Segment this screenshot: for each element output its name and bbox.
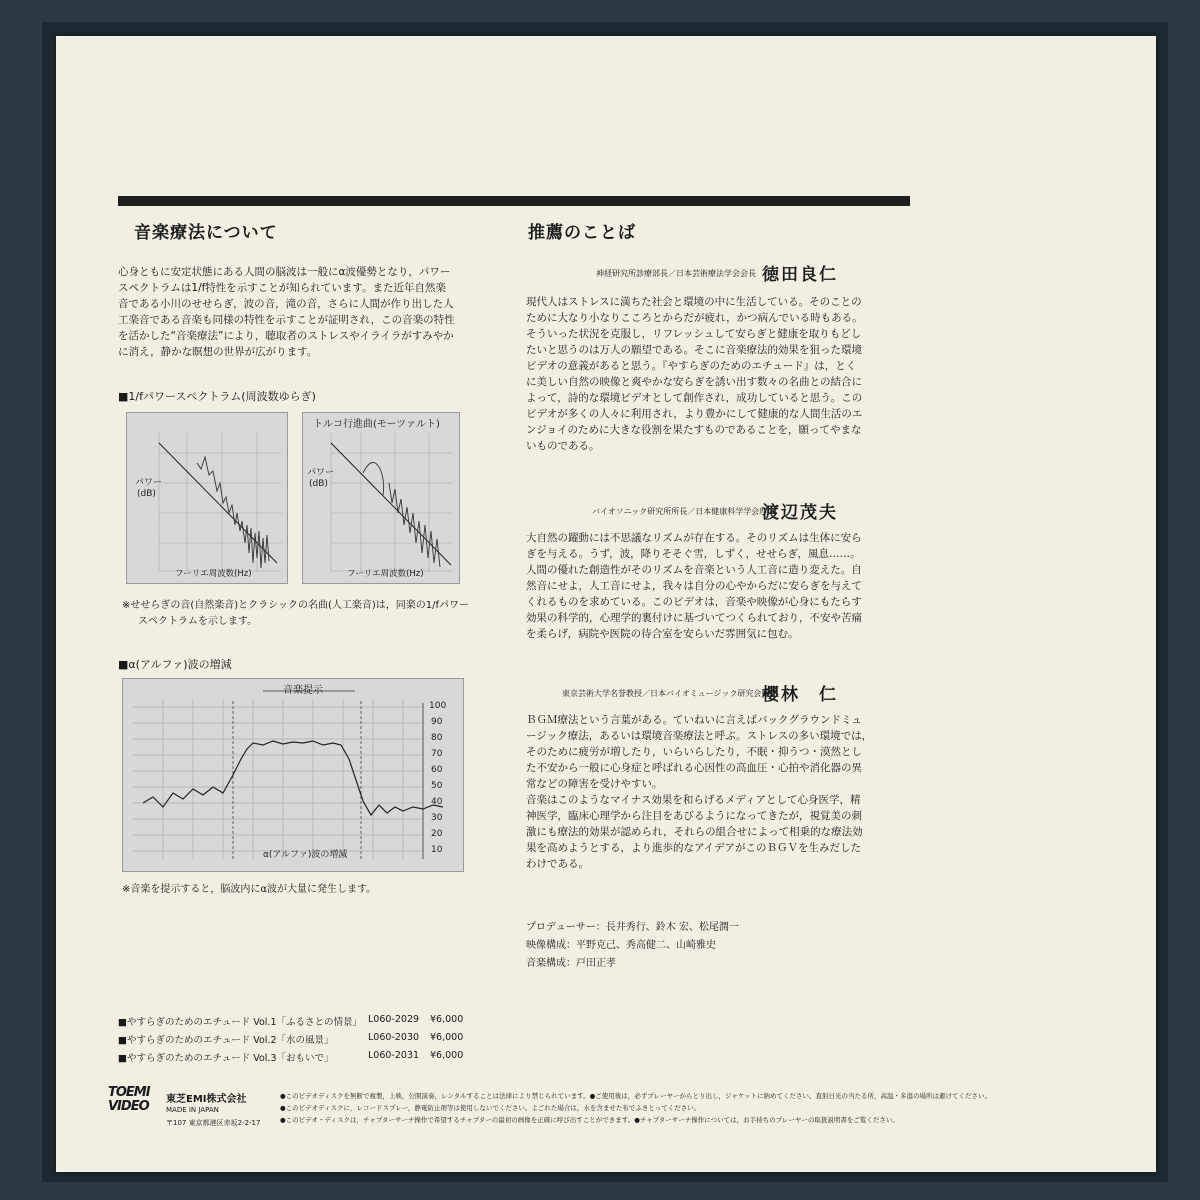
notice-line: ●このビデオ・ディスクは，チャプターサーチ操作で希望するチャプターの最初の画像を正確に呼び出すことができます。●チャプターサーチ操作については，お手持ちのプレーヤーの取扱説明書をご覧ください。 — [280, 1116, 899, 1124]
recommendation-text — [526, 294, 918, 454]
rec-line: 激にも療法的効果が認められ，それらの組合せによって相乗的な療法効 — [526, 826, 863, 838]
catalog-title: ■やすらぎのためのエチュード Vol.1「ふるさとの情景」 — [118, 1017, 362, 1028]
rec-line: よって，詩的な環境ビデオとして創作され，成功していると思う。この — [526, 392, 863, 404]
rec-line: そのために疲労が増したり，いらいらしたり，不眠・抑うつ・漠然とし — [526, 746, 862, 758]
scale-tick: 90 — [431, 717, 443, 727]
rec-line: 然音にせよ，人工音にせよ，我々は自分の心やからだに安らぎを与えて — [526, 580, 862, 592]
rec-line: 神医学，臨床心理学から注目をあびるようになってきたが，視覚美の刺 — [526, 810, 862, 822]
spectrum-graph-natural — [126, 412, 288, 584]
rec-line: 音楽はこのようなマイナス効果を和らげるメディアとして心身医学，精 — [526, 794, 861, 806]
catalog-price: ¥6,000 — [430, 1050, 464, 1061]
recommender-name: 渡辺茂夫 — [762, 503, 838, 523]
rec-line: ために大なり小なりこころとからだが疲れ，かつ病んでいる時もある。 — [526, 312, 863, 324]
spectrum-section-label: ■1/fパワースペクトラム(周波数ゆらぎ) — [118, 390, 316, 403]
rec-line: 常などの障害を受けやすい。 — [526, 778, 663, 790]
scale-tick: 80 — [431, 733, 443, 743]
made-in-japan: MADE IN JAPAN — [166, 1106, 219, 1114]
rec-line: 現代人はストレスに満ちた社会と環境の中に生活している。そのことの — [526, 296, 862, 308]
rec-line: そういった状況を克服し，リフレッシュして安らぎと健康を取りもどし — [526, 328, 862, 340]
rec-line: 人間の優れた創造性がそのリズムを音楽という人工音に造り変えた。自 — [526, 564, 862, 576]
alpha-curve-label: α(アルファ)波の増減 — [263, 850, 348, 860]
rec-line: ビデオの意義があると思う。『やすらぎのためのエチュード』は，とく — [526, 360, 857, 372]
intro-line: 音である小川のせせらぎ，波の音，滝の音，さらに人間が作り出した人 — [118, 298, 454, 310]
rec-line: に美しい自然の映像と爽やかな安らぎを誘い出す数々の名曲との結合に — [526, 376, 862, 388]
recommender-affiliation: 神経研究所診療部長／日本芸術療法学会会長 — [596, 269, 756, 278]
company-address: 〒107 東京都港区赤坂2-2-17 — [166, 1119, 261, 1127]
catalog-price: ¥6,000 — [430, 1014, 464, 1025]
intro-line: 心身ともに安定状態にある人間の脳波は一般にα波優勢となり，パワー — [118, 266, 451, 278]
scale-tick: 50 — [431, 781, 443, 791]
spectrum-plot-turkish-march — [303, 413, 459, 583]
scale-tick: 10 — [431, 845, 443, 855]
rec-line: 果を高めようとする，より進歩的なアイデアがこのＢＧＶを生みだした — [526, 842, 862, 854]
rec-line: たいと思うのは万人の願望である。そこに音楽療法的効果を狙った環境 — [526, 344, 862, 356]
scale-tick: 30 — [431, 813, 443, 823]
graph1-xlabel: フーリエ周波数(Hz) — [175, 569, 252, 579]
graph2-title: トルコ行進曲(モーツァルト) — [313, 419, 440, 430]
alpha-section-label: ■α(アルファ)波の増減 — [118, 658, 232, 671]
rec-line: ＢＧＭ療法という言葉がある。ていねいに言えばバックグラウンドミュ — [526, 714, 862, 726]
recommendation-text — [526, 530, 918, 642]
notice-line: ●このビデオディスクに，レコードスプレー，静電防止剤等は使用しないでください。よごれた場合は，水を含ませた布でふきとってください。 — [280, 1104, 701, 1112]
spectrum-note-line: ※せせらぎの音(自然楽音)とクラシックの名曲(人工楽音)は，同楽の1/fパワー — [122, 600, 470, 611]
scale-tick: 60 — [431, 765, 443, 775]
alpha-note: ※音楽を提示すると，脳波内にα波が大量に発生します。 — [122, 884, 377, 895]
graph1-ylabel-unit: (dB) — [137, 489, 156, 499]
rec-line: ンジョイのために大きな役割を果たすものであることを，願ってやまな — [526, 424, 862, 436]
spectrum-note-line: スペクトラムを示します。 — [138, 616, 258, 627]
rec-line: くれるものを求めている。このビデオは，音楽や映像が心身にもたらす — [526, 596, 862, 608]
intro-line: に消え，静かな瞑想の世界が広がります。 — [118, 346, 318, 358]
intro-line: を活かした“音楽療法”により，聴取者のストレスやイライラがすみやか — [118, 330, 454, 342]
catalog-title: ■やすらぎのためのエチュード Vol.2「水の風景」 — [118, 1035, 334, 1046]
logo-text: TOEMI VIDEO — [108, 1085, 150, 1114]
catalog-code: L060-2029 — [368, 1014, 420, 1025]
company-name: 東芝EMI株式会社 — [166, 1094, 247, 1105]
graph2-ylabel-unit: (dB) — [309, 479, 328, 489]
graph1-ylabel: パワー — [135, 478, 163, 488]
rec-line: た不安から一般に心身症と呼ばれる心因性の高血圧・心拍や消化器の異 — [526, 762, 862, 774]
music-therapy-heading: 音楽療法について — [134, 223, 278, 243]
graph2-ylabel: パワー — [307, 468, 335, 478]
insert-sheet — [56, 36, 1156, 1172]
recommendation-text — [526, 712, 918, 872]
spectrum-note — [122, 598, 502, 630]
spectrum-graph-turkish-march — [302, 412, 460, 584]
rec-line: 大自然の躍動には不思議なリズムが存在する。そのリズムは生体に安ら — [526, 532, 862, 544]
recommendation-heading: 推薦のことば — [528, 223, 636, 243]
rec-line: わけである。 — [526, 858, 589, 870]
intro-line: スペクトラムは1/f特性を示すことが知られています。また近年自然楽 — [118, 282, 446, 294]
alpha-wave-plot — [123, 679, 463, 871]
intro-paragraph — [118, 264, 498, 360]
graph2-xlabel: フーリエ周波数(Hz) — [347, 569, 424, 579]
rec-line: ぎを与える。うず，波，降りそそぐ雪，しずく，せせらぎ，風息……。 — [526, 548, 861, 560]
recommender-name: 櫻林 仁 — [762, 685, 838, 705]
scale-tick: 70 — [431, 749, 443, 759]
catalog-code: L060-2031 — [368, 1050, 420, 1061]
rec-line: いものである。 — [526, 440, 600, 452]
credit-music: 音楽構成：戸田正孝 — [526, 958, 616, 969]
scale-tick: 20 — [431, 829, 443, 839]
top-rule — [118, 196, 910, 206]
catalog-code: L060-2030 — [368, 1032, 420, 1043]
recommender-affiliation: 東京芸術大学名誉教授／日本バイオミュージック研究会顧問 — [562, 689, 778, 698]
recommender-affiliation: バイオソニック研究所所長／日本健康科学学会理事 — [592, 507, 776, 516]
usage-notices — [280, 1090, 1000, 1126]
music-presentation-label: 音楽提示 — [283, 685, 323, 696]
intro-line: 工楽音である音楽も同様の特性を示すことが証明され，この音楽の特性 — [118, 314, 455, 326]
catalog-title: ■やすらぎのためのエチュード Vol.3「おもいで」 — [118, 1053, 334, 1064]
rec-line: ージック療法，あるいは環境音楽療法と呼ぶ。ストレスの多い環境では， — [526, 730, 873, 742]
alpha-wave-graph — [122, 678, 464, 872]
catalog-price: ¥6,000 — [430, 1032, 464, 1043]
notice-line: ●このビデオディスクを無断で複製，上映，公開演奏，レンタルすることは法律により禁じられています。●ご使用後は，必ずプレーヤーからとり出し，ジャケットに納めてください。直射日光の当たる所，高温・多湿の場所は避けてください。 — [280, 1092, 992, 1100]
scale-tick: 40 — [431, 797, 443, 807]
rec-line: ビデオが多くの人々に利用され，より豊かにして健康的な人間生活のエ — [526, 408, 863, 420]
credit-producer: プロデューサー：長井秀行、鈴木 宏、松尾潤一 — [526, 922, 739, 933]
toemi-video-logo — [108, 1086, 160, 1126]
rec-line: 効果の科学的，心理学的裏付けに基づいてつくられており，不安や苦痛 — [526, 612, 862, 624]
recommender-name: 徳田良仁 — [762, 265, 838, 285]
credit-visual: 映像構成：平野克己、秀高健二、山崎雅史 — [526, 940, 716, 951]
scale-tick: 100 — [429, 701, 447, 711]
rec-line: を柔らげ，病院や医院の待合室を安らいだ雰囲気に包む。 — [526, 628, 799, 640]
